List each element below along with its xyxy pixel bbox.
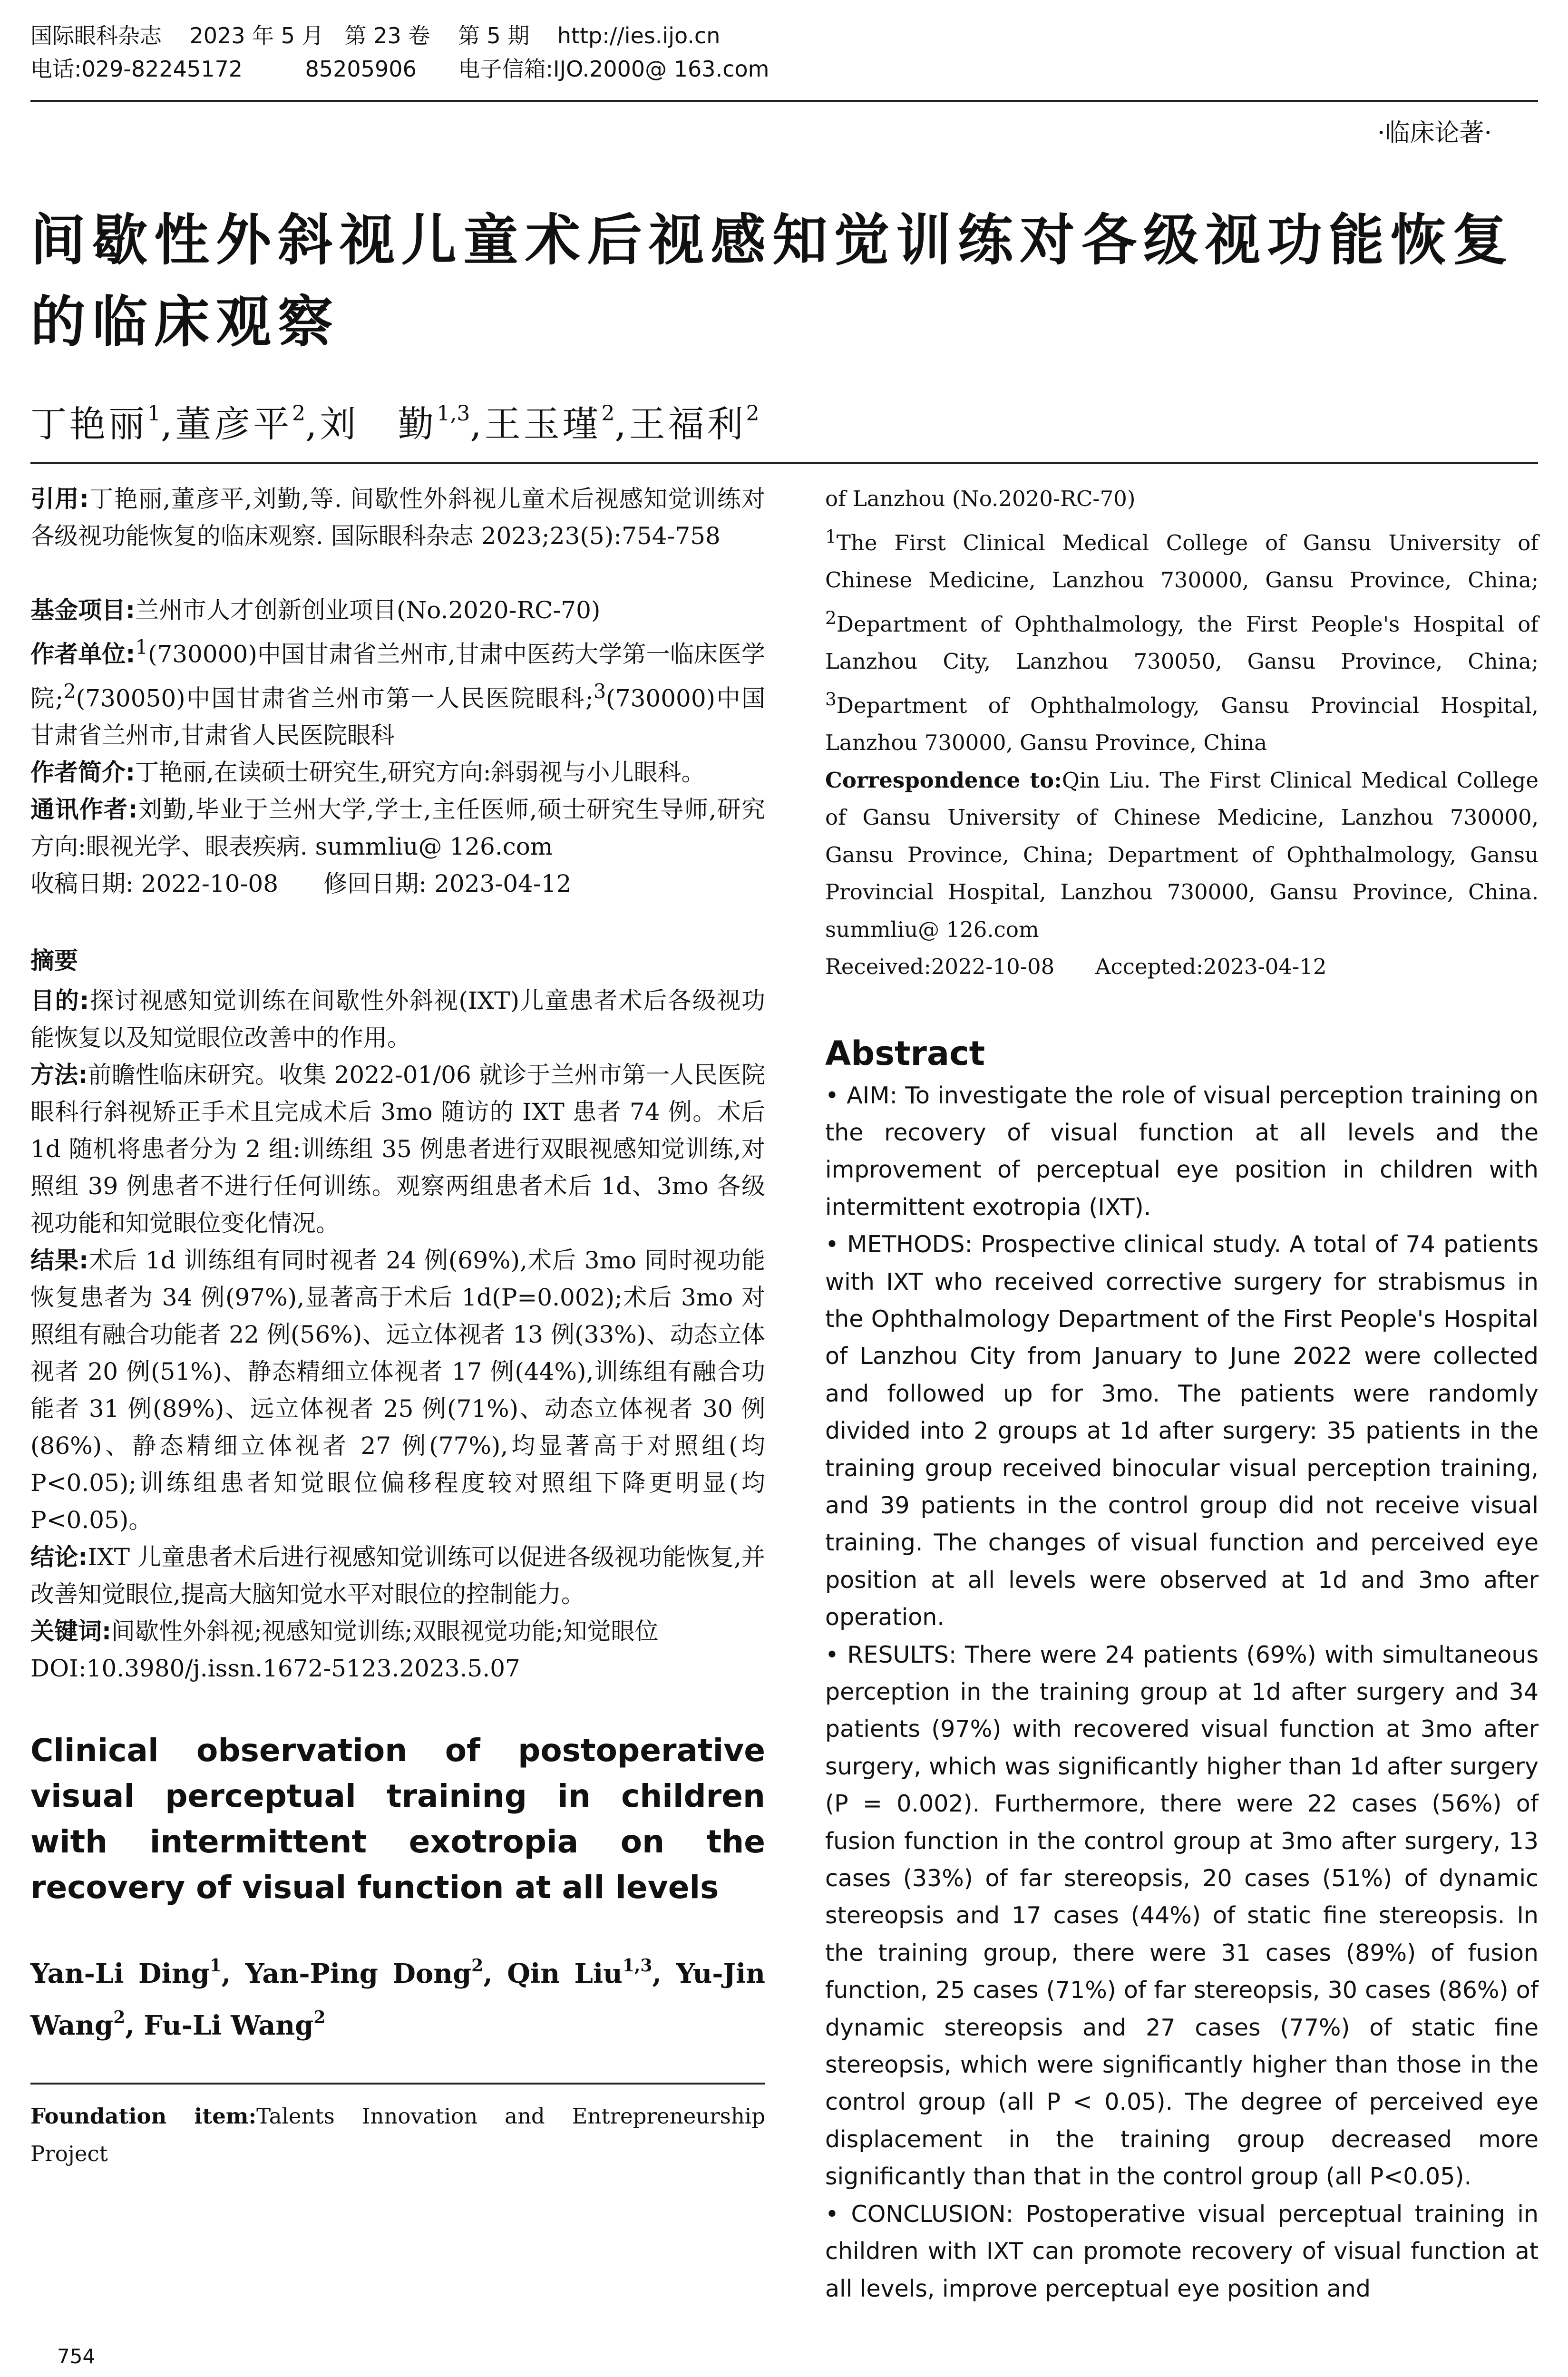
english-author-list: Yan-Li Ding$^1$, Yan-Ping Dong$^2$, Qin Liu$^{1,3}$, Yu-Jin Wang$^2$, Fu-Li Wang$^2$ xyxy=(30,1956,766,2042)
abstract-results-cn xyxy=(30,1242,765,1539)
citation-label: 引用: xyxy=(30,485,89,513)
received-dates: 收稿日期: 2022-10-08 修回日期: 2023-04-12 xyxy=(30,870,572,898)
author-name: Yu-Jin Wang xyxy=(30,1958,766,2042)
abstract-aim-cn xyxy=(30,982,765,1056)
abstract-aim-en xyxy=(825,1077,1539,1227)
fund-text: 兰州市人才创新创业项目(No.2020-RC-70) xyxy=(135,596,601,624)
author-affiliation-mark: 1 xyxy=(209,1956,222,1976)
author-name: Yan-Ping Dong xyxy=(245,1958,472,1990)
author-affiliation-mark: 2 xyxy=(113,2007,126,2028)
english-title: Clinical observation of postoperative visual perceptual training in children with intermittent exotropia on the recovery of visual function at all levels xyxy=(30,1732,765,1906)
aim-label: • AIM: xyxy=(825,1081,898,1109)
bio-text: 丁艳丽,在读硕士研究生,研究方向:斜弱视与小儿眼科。 xyxy=(135,759,705,787)
keywords-cn xyxy=(30,1613,765,1650)
foundation-item xyxy=(30,2098,765,2172)
author-name: Fu-Li Wang xyxy=(144,2010,314,2042)
author-affiliation-mark: 1,3 xyxy=(622,1956,653,1976)
author-name: Qin Liu xyxy=(507,1958,623,1990)
fund-info xyxy=(30,592,765,629)
journal-contact-line: 电话:029-82245172 85205906 电子信箱:IJO.2000@ 163.com xyxy=(30,56,769,82)
affiliation-mark: 1 xyxy=(825,526,837,547)
aim-label: 目的: xyxy=(30,987,89,1015)
affiliation-text: Department of Ophthalmology, Gansu Provincial Hospital, Lanzhou 730000, Gansu Province, China xyxy=(825,692,1539,755)
keywords-text: 间歇性外斜视;视感知觉训练;双眼视觉功能;知觉眼位 xyxy=(111,1617,659,1646)
spacer xyxy=(30,555,765,592)
author-affiliation-mark: 1,3 xyxy=(437,401,470,426)
results-text: There were 24 patients (69%) with simultaneous perception in the training group at 1d after surgery and 34 patients (97%) with recovered visual function at 3mo after surgery, which was significantly higher than 1d after surgery (P = 0.002). Furthermore, there were 22 cases (56%) of fusion function in the control group at 3mo after surgery, 13 cases (33%) of far stereopsis, 20 cases (51%) of dynamic stereopsis and 17 cases (44%) of static fine stereopsis. In the training group, there were 31 cases (89%) of fusion function, 25 cases (71%) of far stereopsis, 30 cases (86%) of dynamic stereopsis and 27 cases (77%) of static fine stereopsis, which were significantly higher than those in the control group (all P < 0.05). The degree of perceived eye displacement in the training group decreased more significantly than that in the control group (all P<0.05). xyxy=(825,1641,1539,2191)
affiliation-mark: 1 xyxy=(135,635,148,659)
corresponding-label: 通讯作者: xyxy=(30,796,138,824)
author-separator: , xyxy=(305,403,320,445)
corresponding-text: 刘勤,毕业于兰州大学,学士,主任医师,硕士研究生导师,研究方向:眼视光学、眼表疾病. summliu@ 126.com xyxy=(30,796,765,861)
abstract-results-en xyxy=(825,1637,1539,2196)
author-separator: , xyxy=(161,403,175,445)
conclusion-label: 结论: xyxy=(30,1543,88,1571)
affiliation-mark: 3 xyxy=(593,679,606,703)
spacer xyxy=(30,902,765,939)
methods-text: Prospective clinical study. A total of 74 patients with IXT who received corrective surgery for strabismus in the Ophthalmology Department of the First People's Hospital of Lanzhou City from January to June 2022 were collected and followed up for 3mo. The patients were randomly divided into 2 groups at 1d after surgery: 35 patients in the training group received binocular visual perception training, and 39 patients in the control group did not receive visual training. The changes of visual function and perceived eye position at all levels were observed at 1d and 3mo after operation. xyxy=(825,1231,1539,1631)
conclusion-text: IXT 儿童患者术后进行视感知觉训练可以促进各级视功能恢复,并改善知觉眼位,提高大脑知觉水平对眼位的控制能力。 xyxy=(30,1543,765,1608)
correspondence-text: Qin Liu. The First Clinical Medical College of Gansu University of Chinese Medicine, Lanzhou 730000, Gansu Province, China; Department of Ophthalmology, Gansu Provincial Hospital, Lanzhou 730000, Gansu Province, China. summliu@ 126.com xyxy=(825,767,1539,942)
methods-text: 前瞻性临床研究。收集 2022-01/06 就诊于兰州市第一人民医院眼科行斜视矫正手术且完成术后 3mo 随访的 IXT 患者 74 例。术后 1d 随机将患者分为 2 组:训练组 35 例患者进行双眼视感知觉训练,对照组 39 例患者不进行任何训练。观察两组患者术后 1d、3mo 各级视功能和知觉眼位变化情况。 xyxy=(30,1061,765,1237)
conclusion-label: • CONCLUSION: xyxy=(825,2200,1014,2228)
abstract-heading-en: Abstract xyxy=(825,1033,985,1073)
correspondence-label: Correspondence to: xyxy=(825,767,1062,793)
doi: DOI:10.3980/j.issn.1672-5123.2023.5.07 xyxy=(30,1655,520,1683)
author-separator: , xyxy=(614,403,629,445)
keywords-label: 关键词: xyxy=(30,1617,111,1646)
foundation-label: Foundation item: xyxy=(30,2104,257,2129)
fund-label: 基金项目: xyxy=(30,596,135,624)
methods-label: 方法: xyxy=(30,1061,88,1089)
corresponding-author xyxy=(30,791,765,865)
author-affiliation-mark: 2 xyxy=(292,401,306,426)
author-affiliation-mark: 1 xyxy=(147,401,161,426)
author-name: 王福利 xyxy=(629,403,746,445)
received-accepted-dates: Received:2022-10-08 Accepted:2023-04-12 xyxy=(825,954,1327,979)
right-column xyxy=(825,480,1539,2308)
abstract-conclusion-cn xyxy=(30,1539,765,1613)
page-number: 754 xyxy=(57,2345,96,2368)
aim-text: 探讨视感知觉训练在间歇性外斜视(IXT)儿童患者术后各级视功能恢复以及知觉眼位改善中的作用。 xyxy=(30,987,765,1052)
section-label: ·临床论著· xyxy=(1377,119,1492,147)
conclusion-text: Postoperative visual perceptual training in children with IXT can promote recovery of visual function at all levels, improve perceptual eye position and xyxy=(825,2200,1539,2302)
abstract-methods-cn xyxy=(30,1056,765,1242)
results-label: • RESULTS: xyxy=(825,1641,957,1668)
author-name: 董彦平 xyxy=(175,403,292,445)
results-text: 术后 1d 训练组有同时视者 24 例(69%),术后 3mo 同时视功能恢复患者为 34 例(97%),显著高于术后 1d(P=0.002);术后 3mo 对照组有融合功能者 22 例(56%)、远立体视者 13 例(33%)、动态立体视者 20 例(51%)、静态精细立体视者 17 例(44%),训练组有融合功能者 31 例(89%)、远立体视者 25 例(71%)、动态立体视者 30 例(86%)、静态精细立体视者 27 例(77%),均显著高于对照组(均 P<0.05);训练组患者知觉眼位偏移程度较对照组下降更明显(均 P<0.05)。 xyxy=(30,1247,765,1534)
author-affiliation-mark: 2 xyxy=(313,2007,326,2028)
bio-label: 作者简介: xyxy=(30,759,135,787)
affiliation-mark: 2 xyxy=(825,607,837,628)
author-affiliations xyxy=(30,629,765,754)
foundation-text: Talents Innovation and Entrepreneurship Project xyxy=(30,2104,766,2166)
affiliation-text: The First Clinical Medical College of Gansu University of Chinese Medicine, Lanzhou 730000, Gansu Province, China; xyxy=(825,530,1539,593)
author-list xyxy=(30,385,760,453)
author-affiliation-mark: 2 xyxy=(601,401,615,426)
affiliation-mark: 3 xyxy=(825,688,837,710)
journal-header xyxy=(30,19,1538,101)
author-name: 王玉瑾 xyxy=(484,403,602,445)
abstract-conclusion-en xyxy=(825,2196,1539,2308)
footnote-divider xyxy=(30,2083,765,2085)
author-name: 丁艳丽 xyxy=(30,403,147,445)
author-name: Yan-Li Ding xyxy=(30,1958,210,1990)
author-separator: , xyxy=(470,403,485,445)
authors-divider xyxy=(30,462,1538,464)
english-affiliations xyxy=(825,518,1539,762)
affiliation-label: 作者单位: xyxy=(30,640,136,668)
results-label: 结果: xyxy=(30,1247,88,1275)
left-column xyxy=(30,480,765,2172)
author-affiliation-mark: 2 xyxy=(471,1956,484,1976)
journal-info-line: 国际眼科杂志 2023 年 5 月 第 23 卷 第 5 期 http://ies.ijo.cn xyxy=(30,23,721,49)
article-title: 间歇性外斜视儿童术后视感知觉训练对各级视功能恢复的临床观察 xyxy=(30,208,1514,354)
affiliation-text: Department of Ophthalmology, the First People's Hospital of Lanzhou City, Lanzhou 730050, Gansu Province, China; xyxy=(825,611,1539,674)
abstract-heading-cn: 摘要 xyxy=(30,947,78,975)
author-name: 刘 勤 xyxy=(320,403,437,445)
citation xyxy=(30,480,765,555)
author-affiliation-mark: 2 xyxy=(746,401,760,426)
aim-text: To investigate the role of visual perception training on the recovery of visual function at all levels and the improvement of perceptual eye position in children with intermittent exotropia (IXT). xyxy=(825,1081,1539,1221)
abstract-methods-en xyxy=(825,1226,1539,1636)
affiliation-text: (730000)中国甘肃省兰州市,甘肃省人民医院眼科 xyxy=(30,684,765,750)
affiliation-text: (730000)中国甘肃省兰州市,甘肃中医药大学第一临床医学院; xyxy=(30,640,766,712)
affiliation-mark: 2 xyxy=(63,679,76,703)
affiliation-text: (730050)中国甘肃省兰州市第一人民医院眼科; xyxy=(76,684,594,712)
citation-text: 丁艳丽,董彦平,刘勤,等. 间歇性外斜视儿童术后视感知觉训练对各级视功能恢复的临床观察. 国际眼科杂志 2023;23(5):754-758 xyxy=(30,485,765,550)
header-divider xyxy=(30,100,1538,102)
correspondence xyxy=(825,762,1539,949)
author-bio xyxy=(30,754,765,791)
foundation-continued: of Lanzhou (No.2020-RC-70) xyxy=(825,486,1136,511)
methods-label: • METHODS: xyxy=(825,1231,973,1258)
